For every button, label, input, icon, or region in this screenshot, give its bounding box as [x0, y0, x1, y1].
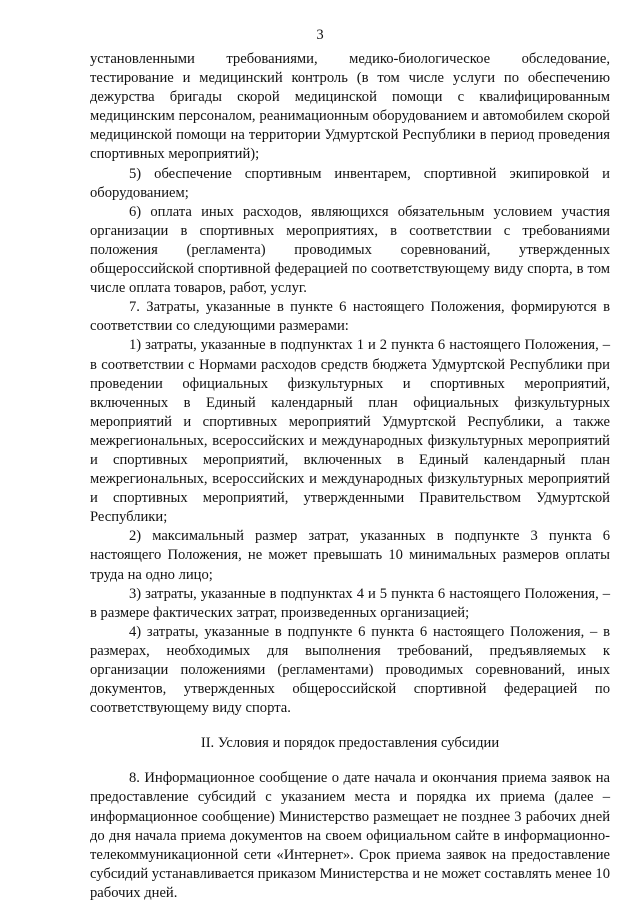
document-body — [90, 50, 610, 903]
paragraph-item-6: 6) оплата иных расходов, являющихся обязательным условием участия организации в спортивных мероприятиях, в соответствии с требованиями положения (регламента) проводимых соревнований, утвержденных общероссийской спортивной федерацией по соответствующему виду спорта, в том числе оплата товаров, работ, услуг. — [90, 203, 610, 297]
paragraph-subitem-1: 1) затраты, указанные в подпунктах 1 и 2 пункта 6 настоящего Положения, – в соответствии с Нормами расходов средств бюджета Удмуртской Республики при проведении официальных физкультурных и спортивных мероприятий, включенных в Единый календарный план официальных физкультурных мероприятий и спортивных мероприятий Удмуртской Республики, а также межрегиональных, всероссийских и международных физкультурных мероприятий и спортивных мероприятий, включенных в Единый календарный план межрегиональных, всероссийских и международных физкультурных мероприятий и спортивных мероприятий, утвержденными Правительством Удмуртской Республики; — [90, 337, 610, 526]
paragraph-subitem-2: 2) максимальный размер затрат, указанных в подпункте 3 пункта 6 настоящего Положения, не может превышать 10 минимальных размеров оплаты труда на одно лицо; — [90, 528, 610, 583]
paragraph-continuation: установленными требованиями, медико-биологическое обследование, тестирование и медицинский контроль (в том числе услуги по обеспечению дежурства бригады скорой медицинской помощи с квалифицированным медицинским персоналом, реанимационным оборудованием и автомобилем скорой медицинской помощи на территории Удмуртской Республики в период проведения спортивных мероприятий); — [90, 51, 610, 163]
page-number: 3 — [316, 27, 324, 43]
paragraph-clause-8: 8. Информационное сообщение о дате начала и окончания приема заявок на предоставление субсидий с указанием места и порядка их приема (далее – информационное сообщение) Министерство размещает не позднее 3 рабочих дней до дня начала приема документов на своем официальном сайте в информационно-телекоммуникационной сети «Интернет». Срок приема заявок на предоставление субсидий устанавливается приказом Министерства и не может составлять менее 10 рабочих дней. — [90, 770, 610, 901]
paragraph-item-5: 5) обеспечение спортивным инвентарем, спортивной экипировкой и оборудованием; — [90, 165, 610, 201]
paragraph-subitem-4: 4) затраты, указанные в подпункте 6 пункта 6 настоящего Положения, – в размерах, необходимых для выполнения требований, предъявляемых к организации положениями (регламентами) проводимых соревнований, иных документов, утвержденных общероссийской спортивной федерацией по соответствующему виду спорта. — [90, 623, 610, 717]
section-heading: II. Условия и порядок предоставления субсидии — [200, 735, 500, 752]
paragraph-clause-7: 7. Затраты, указанные в пункте 6 настоящего Положения, формируются в соответствии со следующими размерами: — [90, 299, 610, 335]
paragraph-subitem-3: 3) затраты, указанные в подпунктах 4 и 5 пункта 6 настоящего Положения, – в размере фактических затрат, произведенных организацией; — [90, 585, 610, 621]
